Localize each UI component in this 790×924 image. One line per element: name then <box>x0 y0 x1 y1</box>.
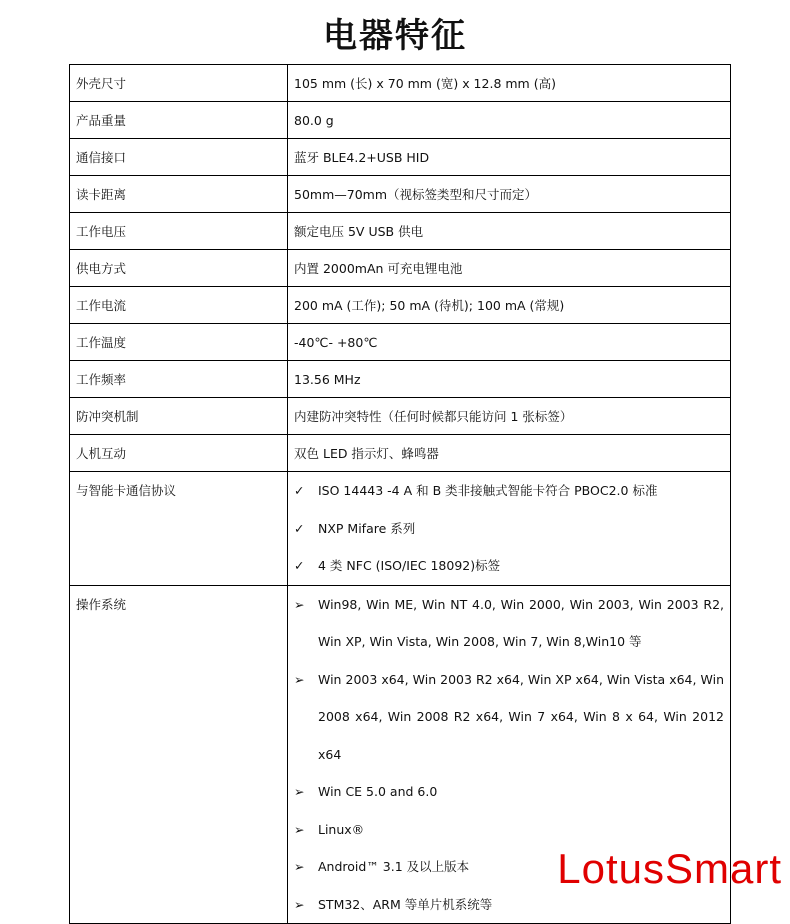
row-label: 产品重量 <box>70 102 288 139</box>
table-row <box>70 287 731 324</box>
list-item-text: NXP Mifare 系列 <box>318 520 416 536</box>
list-item-text: Win CE 5.0 and 6.0 <box>318 784 438 799</box>
arrow-bullet-icon: ➢ <box>294 596 305 612</box>
row-value: 额定电压 5V USB 供电 <box>288 213 731 250</box>
table-row <box>70 361 731 398</box>
row-value: 13.56 MHz <box>288 361 731 398</box>
arrow-bullet-icon: ➢ <box>294 784 305 799</box>
table-row <box>70 324 731 361</box>
checkmark-icon: ✓ <box>294 558 305 573</box>
row-value: 50mm—70mm（视标签类型和尺寸而定） <box>288 176 731 213</box>
row-label: 工作温度 <box>70 324 288 361</box>
table-row <box>70 213 731 250</box>
row-label: 通信接口 <box>70 139 288 176</box>
checkmark-icon: ✓ <box>294 520 305 536</box>
row-value <box>288 472 731 586</box>
list-item <box>294 586 724 661</box>
list-item-text: 4 类 NFC (ISO/IEC 18092)标签 <box>318 558 501 573</box>
protocol-label: 与智能卡通信协议 <box>76 483 177 498</box>
arrow-bullet-icon: ➢ <box>294 896 305 912</box>
list-item <box>294 510 724 548</box>
table-row <box>70 65 731 102</box>
row-value: 内建防冲突特性（任何时候都只能访问 1 张标签） <box>288 398 731 435</box>
list-item-text: STM32、ARM 等单片机系统等 <box>318 896 493 912</box>
page-title: 电器特征 <box>323 16 467 56</box>
row-value: 105 mm (长) x 70 mm (宽) x 12.8 mm (高) <box>288 65 731 102</box>
list-item-text: Win 2003 x64, Win 2003 R2 x64, Win XP x64, Win Vista x64, Win 2008 x64, Win 2008 R2 x64, Win 7 x64, Win 8 x 64, Win 2012 x64 <box>318 671 724 762</box>
row-value: 200 mA (工作); 50 mA (待机); 100 mA (常规) <box>288 287 731 324</box>
table-row <box>70 102 731 139</box>
list-item-text: Android™ 3.1 及以上版本 <box>318 859 470 874</box>
row-label: 防冲突机制 <box>70 398 288 435</box>
protocol-list <box>294 472 724 585</box>
list-item <box>294 773 724 811</box>
row-value: 80.0 g <box>288 102 731 139</box>
row-label <box>70 472 288 586</box>
row-label: 供电方式 <box>70 250 288 287</box>
table-row <box>70 250 731 287</box>
row-label: 人机互动 <box>70 435 288 472</box>
list-item <box>294 811 724 849</box>
checkmark-icon: ✓ <box>294 483 305 498</box>
row-label: 外壳尺寸 <box>70 65 288 102</box>
row-value: 蓝牙 BLE4.2+USB HID <box>288 139 731 176</box>
list-item-text: Win98, Win ME, Win NT 4.0, Win 2000, Win 2003, Win 2003 R2, Win XP, Win Vista, Win 2008, Win 7, Win 8,Win10 等 <box>318 596 724 649</box>
row-label: 工作电压 <box>70 213 288 250</box>
spec-table <box>69 64 731 924</box>
row-value: 双色 LED 指示灯、蜂鸣器 <box>288 435 731 472</box>
table-row <box>70 435 731 472</box>
row-value: 内置 2000mAn 可充电锂电池 <box>288 250 731 287</box>
table-row <box>70 176 731 213</box>
arrow-bullet-icon: ➢ <box>294 859 305 874</box>
row-label: 读卡距离 <box>70 176 288 213</box>
table-row <box>70 398 731 435</box>
lotussmart-watermark: LotusSmart <box>557 845 782 892</box>
list-item <box>294 661 724 774</box>
table-row <box>70 139 731 176</box>
os-label: 操作系统 <box>76 596 127 612</box>
list-item <box>294 472 724 510</box>
list-item-text: Linux® <box>318 821 365 837</box>
table-row-protocol <box>70 472 731 586</box>
list-item-text: ISO 14443 -4 A 和 B 类非接触式智能卡符合 PBOC2.0 标准 <box>318 483 658 498</box>
list-item <box>294 547 724 585</box>
row-label: 工作频率 <box>70 361 288 398</box>
arrow-bullet-icon: ➢ <box>294 671 305 687</box>
row-label: 工作电流 <box>70 287 288 324</box>
row-label <box>70 585 288 924</box>
row-value: -40℃- +80℃ <box>288 324 731 361</box>
arrow-bullet-icon: ➢ <box>294 821 305 837</box>
